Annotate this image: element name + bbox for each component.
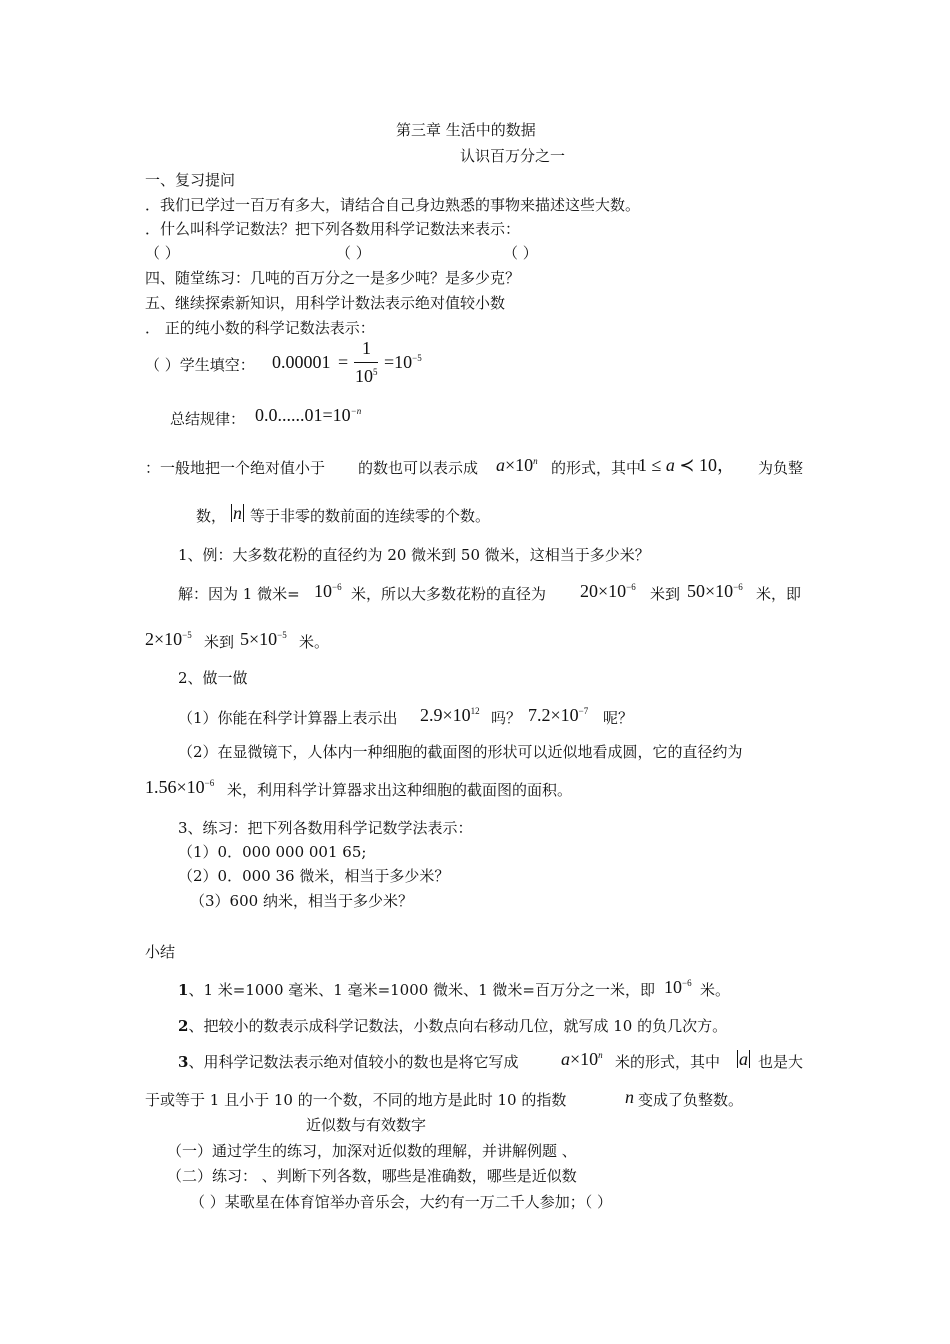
fraction-denominator: $10^5$ [355,366,378,386]
value-2: $2\times 10^{-5}$ [145,629,192,649]
equals-sign: = [338,352,349,372]
fraction-bar [354,362,378,363]
general-inequality: 1 ≤ a ≺ 10， [638,455,735,475]
definition-line: ． 正的纯小数的科学记数法表示： [145,319,375,337]
practice-2: （2）0．000 36 微米，相当于多少米？ [178,867,450,885]
approx-3: （ ）某歌星在体育馆举办音乐会，大约有一万二千人参加；（ ） [190,1193,613,1211]
summary-3d: 于或等于 1 且小于 10 的一个数，不同的地方是此时 10 的指数 [145,1091,567,1109]
solution-b: 米，所以大多数花粉的直径为 [351,585,547,603]
summary-3b: 米的形式，其中 [615,1053,721,1071]
value-1-56: $1.56\times 10^{-6}$ [145,777,215,797]
question-2: ．什么叫科学记数法？把下列各数用科学记数法来表示： [145,220,521,238]
solution-c: 米到 [650,585,681,603]
solution-a: 解：因为 1 微米= [178,585,300,603]
summary-formula: $0.0......01=10^{-n}$ [255,405,362,425]
value-20: $20\times 10^{-6}$ [580,581,636,601]
do-1a: （1）你能在科学计算器上表示出 [178,709,398,727]
practice-1: （1）0．000 000 001 65; [178,843,367,861]
summary-1: 1、1 米=1000 毫米、1 毫米=1000 微米、1 微米=百万分之一米，即 [178,981,655,999]
summary-heading: 小结 [145,943,176,961]
page-title: 第三章 生活中的数据 [396,121,536,139]
do-2b: 米，利用科学计算器求出这种细胞的截面图的面积。 [227,781,573,799]
abs-a: a [739,1049,748,1069]
blank-3: （ ） [503,244,538,262]
section-review: 一、复习提问 [145,171,236,189]
summary-3-form: $a\times 10^n$ [561,1049,603,1069]
summary-3c: 也是大 [758,1053,804,1071]
do-2: （2）在显微镜下，人体内一种细胞的截面图的形状可以近似地看成圆，它的直径约为 [178,743,743,761]
general-b: 的数也可以表示成 [358,459,479,477]
general-e: 数， [196,507,227,525]
page-subtitle: 认识百万分之一 [460,147,566,165]
do-it: 2、做一做 [178,669,248,687]
fraction-numerator: 1 [362,338,371,358]
summary-label: 总结规律： [170,410,246,428]
micro-power: $10^{-6}$ [314,581,342,601]
general-d: 为负整 [758,459,804,477]
value-7-2: $7.2\times 10^{-7}$ [528,705,589,725]
solution2-d: 米。 [299,633,330,651]
power-result: $=10^{-5}$ [384,352,422,372]
summary-3e: 变成了负整数。 [638,1091,744,1109]
solution2-b: 米到 [204,633,235,651]
approx-2: （二）练习： 、判断下列各数，哪些是准确数，哪些是近似数 [167,1167,577,1185]
practice: 3、练习：把下列各数用科学记数学法表示： [178,819,473,837]
value-50: $50\times 10^{-6}$ [687,581,743,601]
fill-label: （ ）学生填空： [145,356,255,374]
value-5: $5\times 10^{-5}$ [240,629,287,649]
practice-3: （3）600 纳米，相当于多少米？ [190,892,413,910]
section-explore: 五、继续探索新知识，用科学计数法表示绝对值较小数 [145,294,506,312]
blank-2: （ ） [336,244,371,262]
summary-3a: 3、用科学记数法表示绝对值较小的数也是将它写成 [178,1053,519,1071]
solution-d: 米，即 [756,585,802,603]
do-1b: 吗？ [491,709,522,727]
abs-n: n [233,503,242,523]
approx-heading: 近似数与有效数字 [306,1116,427,1134]
section-practice: 四、随堂练习：几吨的百万分之一是多少吨？是多少克？ [145,269,521,287]
question-1: ．我们已学过一百万有多大，请结合自己身边熟悉的事物来描述这些大数。 [145,196,641,214]
decimal-value: 0.00001 [272,352,331,372]
general-form: $a\times 10^n$ [496,455,538,475]
do-1c: 呢？ [603,709,634,727]
value-2-9: $2.9\times 10^{12}$ [420,705,480,725]
summary-2: 2、把较小的数表示成科学记数法，小数点向右移动几位，就写成 10 的负几次方。 [178,1017,728,1035]
exponent-n: n [625,1087,634,1107]
summary-1-end: 米。 [700,981,731,999]
blank-1: （ ） [145,244,180,262]
summary-1-power: $10^{-6}$ [664,977,692,997]
approx-1: （一）通过学生的练习，加深对近似数的理解，并讲解例题 、 [167,1142,577,1160]
general-f: 等于非零的数前面的连续零的个数。 [250,507,491,525]
example-1: 1、例：大多数花粉的直径约为 20 微米到 50 微米，这相当于多少米？ [178,546,650,564]
general-c: 的形式，其中 [551,459,642,477]
general-a: ：一般地把一个绝对值小于 [145,459,326,477]
